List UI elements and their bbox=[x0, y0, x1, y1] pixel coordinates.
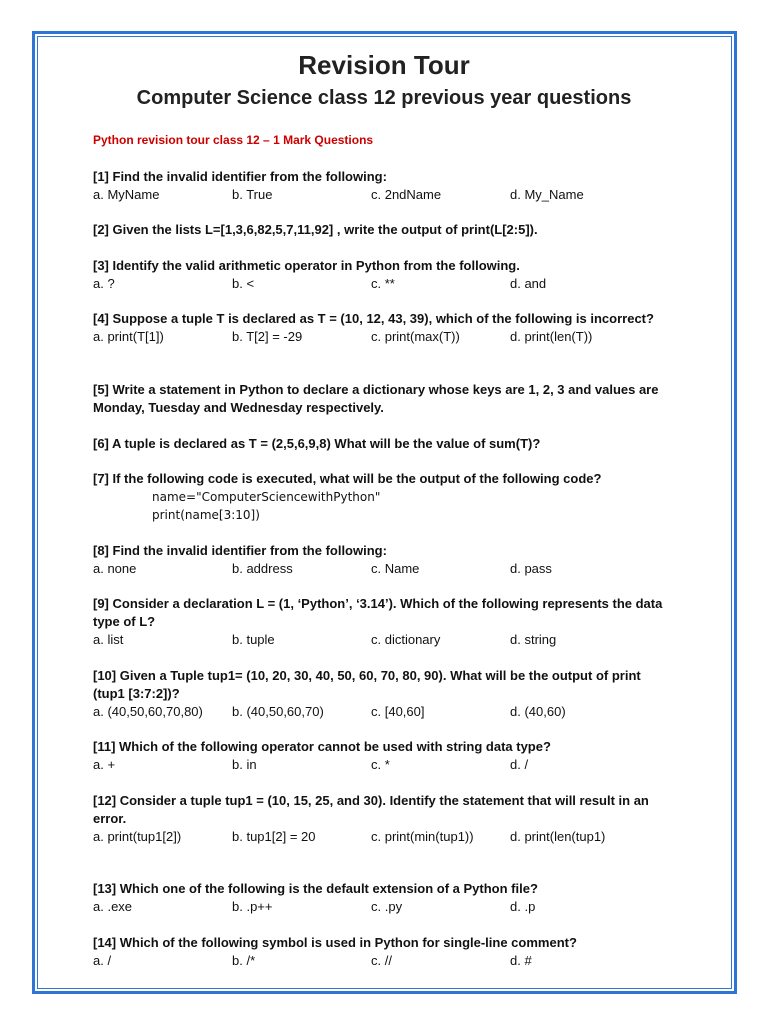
question-text: [3] Identify the valid arithmetic operator in Python from the following. bbox=[93, 258, 520, 273]
option-b: b. tup1[2] = 20 bbox=[232, 829, 316, 844]
question-4 bbox=[93, 310, 673, 346]
question-text: [9] Consider a declaration L = (1, ‘Python’, ‘3.14’). Which of the following represents the data type of L? bbox=[93, 596, 663, 629]
question-11 bbox=[93, 738, 673, 774]
option-b: b. < bbox=[232, 276, 255, 291]
option-d: d. and bbox=[510, 276, 547, 291]
option-d: d. / bbox=[510, 757, 529, 772]
question-6 bbox=[93, 435, 673, 453]
options-row bbox=[93, 560, 673, 578]
option-d: d. print(len(tup1) bbox=[510, 829, 606, 844]
question-2 bbox=[93, 221, 673, 239]
option-c: c. * bbox=[371, 757, 390, 772]
option-d: d. pass bbox=[510, 561, 552, 576]
question-5 bbox=[93, 381, 673, 417]
option-c: c. print(max(T)) bbox=[371, 329, 460, 344]
question-8 bbox=[93, 542, 673, 578]
question-text: [5] Write a statement in Python to declare a dictionary whose keys are 1, 2, 3 and values are Monday, Tuesday and Wednesday respectively. bbox=[93, 382, 659, 415]
option-a: a. (40,50,60,70,80) bbox=[93, 704, 203, 719]
question-text: [8] Find the invalid identifier from the following: bbox=[93, 543, 387, 558]
option-d: d. # bbox=[510, 953, 532, 968]
option-d: d. (40,60) bbox=[510, 704, 566, 719]
question-13 bbox=[93, 880, 673, 916]
options-row bbox=[93, 703, 673, 721]
option-b: b. tuple bbox=[232, 632, 275, 647]
question-text: [1] Find the invalid identifier from the following: bbox=[93, 169, 387, 184]
option-d: d. string bbox=[510, 632, 557, 647]
question-3 bbox=[93, 257, 673, 293]
option-a: a. + bbox=[93, 757, 116, 772]
option-b: b. /* bbox=[232, 953, 256, 968]
option-c: c. print(min(tup1)) bbox=[371, 829, 474, 844]
option-d: d. .p bbox=[510, 899, 536, 914]
option-b: b. T[2] = -29 bbox=[232, 329, 303, 344]
option-a: a. list bbox=[93, 632, 124, 647]
option-d: d. print(len(T)) bbox=[510, 329, 593, 344]
option-c: c. [40,60] bbox=[371, 704, 425, 719]
question-text: [13] Which one of the following is the default extension of a Python file? bbox=[93, 881, 538, 896]
question-text: [12] Consider a tuple tup1 = (10, 15, 25, and 30). Identify the statement that will result in an error. bbox=[93, 793, 649, 826]
option-a: a. .exe bbox=[93, 899, 133, 914]
code-line: print(name[3:10]) bbox=[152, 508, 260, 522]
question-text: [7] If the following code is executed, what will be the output of the following code? bbox=[93, 471, 602, 486]
option-c: c. // bbox=[371, 953, 392, 968]
option-b: b. (40,50,60,70) bbox=[232, 704, 324, 719]
options-row bbox=[93, 756, 673, 774]
question-text: [2] Given the lists L=[1,3,6,82,5,7,11,92] , write the output of print(L[2:5]). bbox=[93, 222, 538, 237]
options-row bbox=[93, 186, 673, 204]
question-text: [11] Which of the following operator cannot be used with string data type? bbox=[93, 739, 551, 754]
code-line: name="ComputerSciencewithPython" bbox=[152, 490, 381, 504]
options-row bbox=[93, 828, 673, 846]
option-d: d. My_Name bbox=[510, 187, 584, 202]
options-row bbox=[93, 898, 673, 916]
page-subtitle: Computer Science class 12 previous year questions bbox=[136, 87, 632, 109]
option-a: a. none bbox=[93, 561, 137, 576]
question-10 bbox=[93, 667, 673, 721]
question-text: [14] Which of the following symbol is used in Python for single-line comment? bbox=[93, 935, 577, 950]
option-c: c. Name bbox=[371, 561, 420, 576]
question-text: [6] A tuple is declared as T = (2,5,6,9,8) What will be the value of sum(T)? bbox=[93, 436, 541, 451]
option-a: a. ? bbox=[93, 276, 115, 291]
question-7 bbox=[93, 470, 673, 524]
page-title: Revision Tour bbox=[298, 50, 470, 80]
question-12 bbox=[93, 792, 673, 846]
option-a: a. MyName bbox=[93, 187, 160, 202]
option-c: c. 2ndName bbox=[371, 187, 442, 202]
option-c: c. dictionary bbox=[371, 632, 441, 647]
section-heading: Python revision tour class 12 – 1 Mark Questions bbox=[93, 133, 374, 147]
question-text: [4] Suppose a tuple T is declared as T = (10, 12, 43, 39), which of the following is incorrect? bbox=[93, 311, 654, 326]
question-14 bbox=[93, 934, 673, 970]
question-1 bbox=[93, 168, 673, 204]
option-a: a. print(T[1]) bbox=[93, 329, 164, 344]
options-row bbox=[93, 328, 673, 346]
question-9 bbox=[93, 595, 673, 649]
option-a: a. / bbox=[93, 953, 112, 968]
option-b: b. True bbox=[232, 187, 273, 202]
options-row bbox=[93, 952, 673, 970]
option-b: b. address bbox=[232, 561, 293, 576]
options-row bbox=[93, 631, 673, 649]
question-text: [10] Given a Tuple tup1= (10, 20, 30, 40, 50, 60, 70, 80, 90). What will be the output of print (tup1 [3:7:2])? bbox=[93, 668, 641, 701]
option-c: c. ** bbox=[371, 276, 395, 291]
option-a: a. print(tup1[2]) bbox=[93, 829, 182, 844]
option-c: c. .py bbox=[371, 899, 403, 914]
option-b: b. in bbox=[232, 757, 257, 772]
options-row bbox=[93, 275, 673, 293]
option-b: b. .p++ bbox=[232, 899, 273, 914]
